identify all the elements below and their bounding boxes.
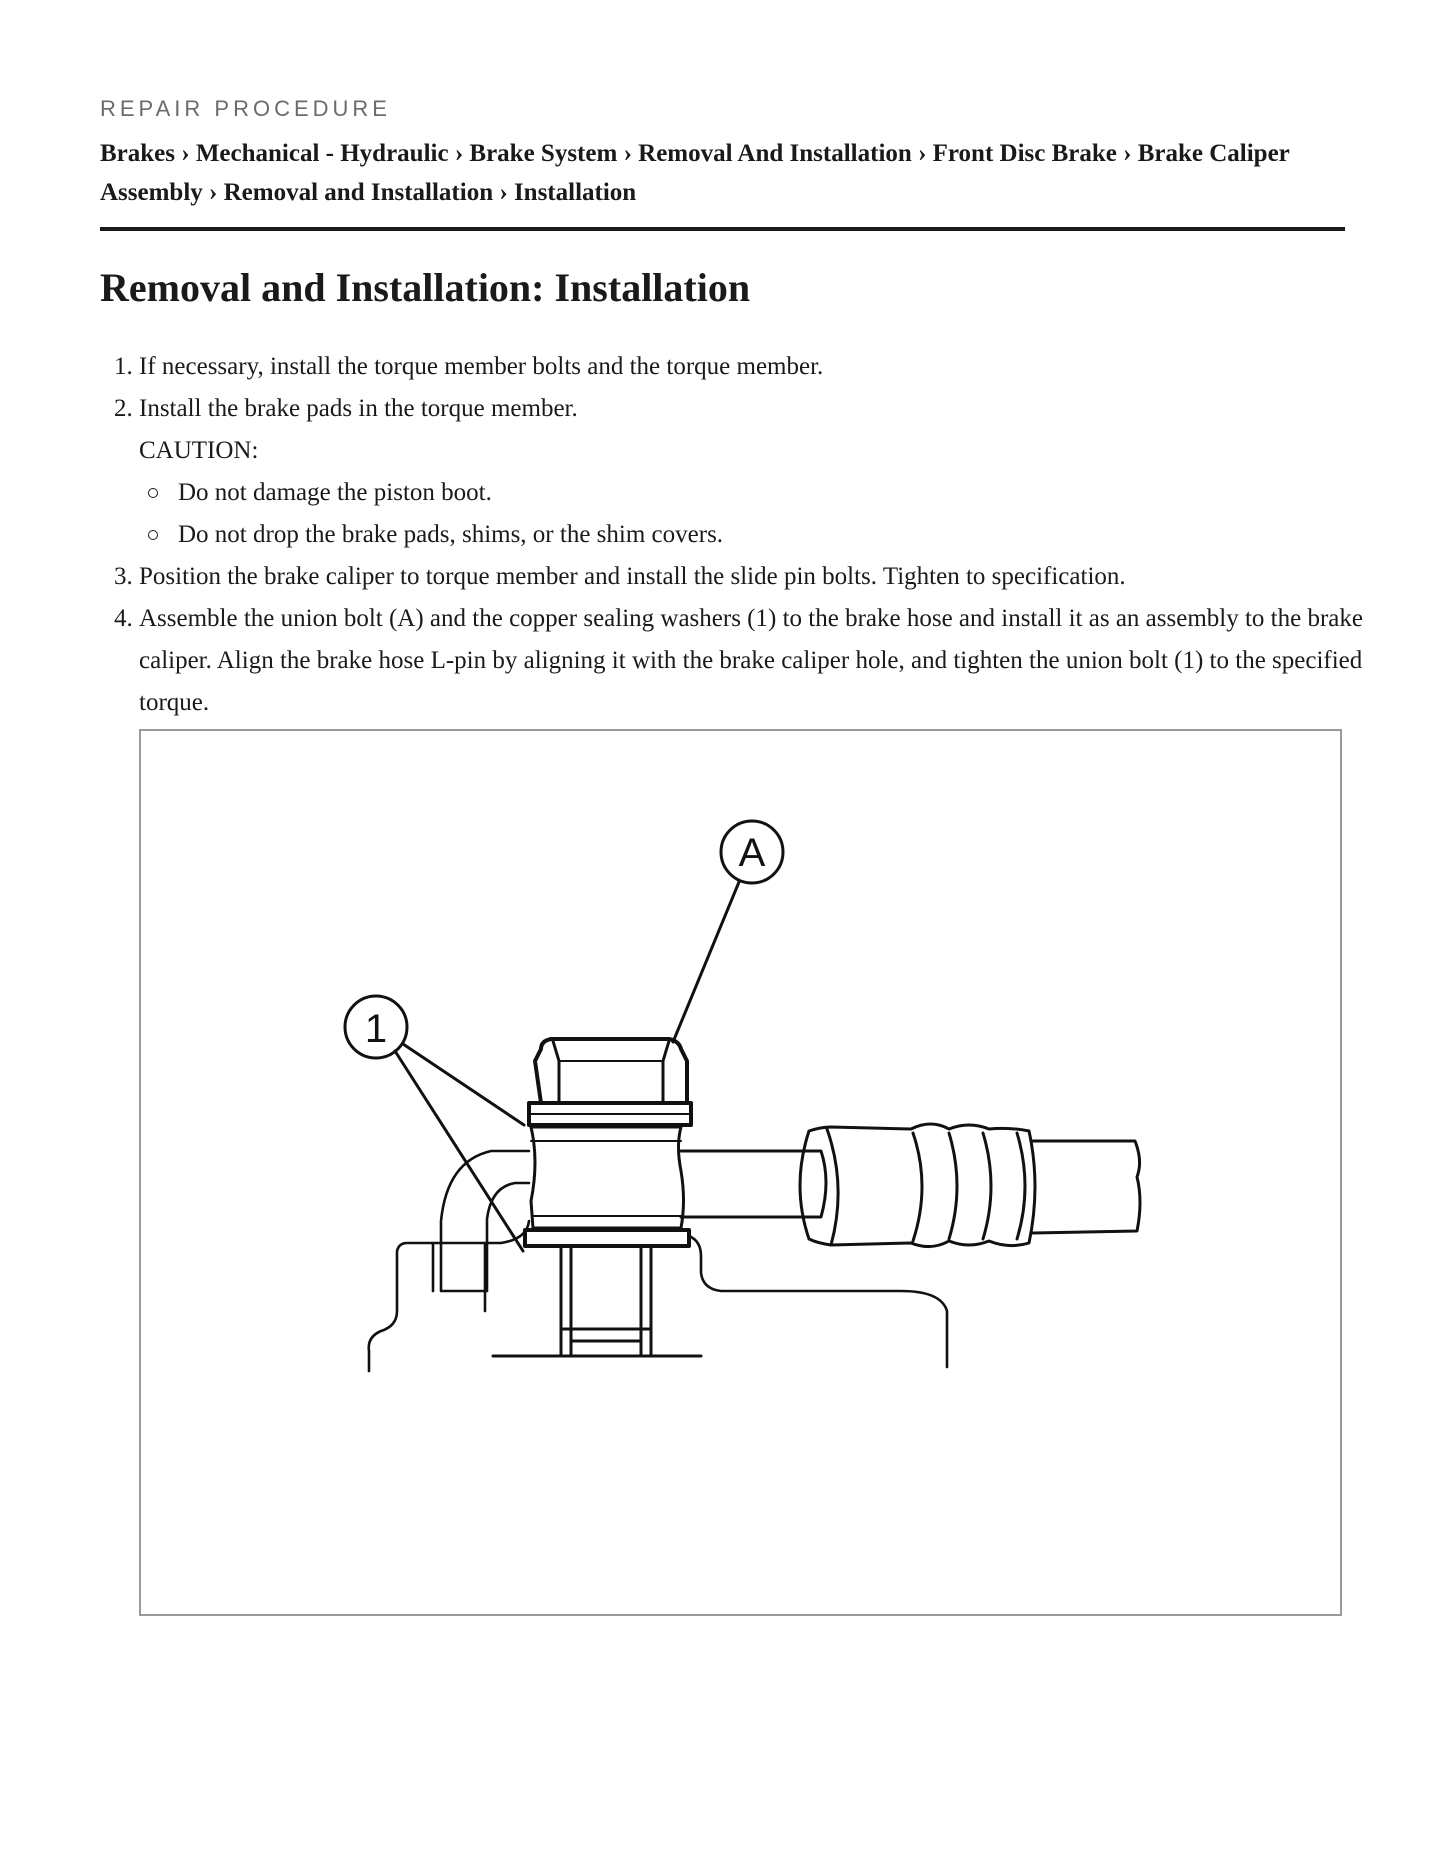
breadcrumb-separator: › — [454, 140, 470, 167]
breadcrumb-item-current: Installation — [513, 179, 637, 206]
breadcrumb-separator: › — [209, 179, 224, 206]
step-item — [139, 598, 1384, 724]
step-text: Assemble the union bolt (A) and the copper sealing washers (1) to the brake hose and install it as an assembly to the brake caliper. Align the brake hose L-pin by aligning it with the brake caliper hole, and tighten the union bolt (1) to the specified torque. — [139, 605, 1363, 716]
caution-item: Do not damage the piston boot. — [178, 472, 1384, 514]
caliper-body-outline — [369, 1151, 947, 1371]
breadcrumb-item[interactable]: Brakes — [100, 140, 175, 167]
callout-a-leader — [673, 882, 739, 1042]
header-divider — [100, 227, 1345, 231]
breadcrumb-item[interactable]: Front Disc Brake — [932, 140, 1117, 167]
breadcrumb-separator: › — [499, 179, 514, 206]
caution-item: Do not drop the brake pads, shims, or the shim covers. — [178, 514, 1384, 556]
breadcrumb-separator: › — [918, 140, 933, 167]
section-eyebrow: REPAIR PROCEDURE — [100, 96, 391, 121]
caution-list — [139, 472, 1384, 556]
caution-label: CAUTION: — [139, 437, 259, 464]
upper-copper-washer — [529, 1103, 691, 1125]
page-title: Removal and Installation: Installation — [100, 265, 751, 310]
callout-1-leader-top — [403, 1044, 524, 1125]
breadcrumb-item[interactable]: Brake Caliper Assembly — [100, 140, 1290, 206]
lower-copper-washer — [525, 1230, 689, 1246]
step-item — [139, 388, 1384, 556]
callout-1-label: 1 — [364, 1007, 388, 1051]
union-bolt-shank — [561, 1248, 651, 1355]
procedure-steps — [100, 346, 1384, 724]
breadcrumb-separator: › — [623, 140, 639, 167]
breadcrumb-item[interactable]: Mechanical - Hydraulic — [195, 140, 449, 167]
breadcrumb-separator: › — [181, 140, 196, 167]
union-eye-body — [531, 1127, 684, 1228]
breadcrumb-item[interactable]: Brake System — [469, 140, 618, 167]
breadcrumb-item[interactable]: Removal And Installation — [638, 140, 912, 167]
breadcrumb-separator: › — [1123, 140, 1138, 167]
step-text: Position the brake caliper to torque member and install the slide pin bolts. Tighten to specification. — [139, 563, 1126, 590]
callout-a-label: A — [738, 831, 766, 875]
step-item — [139, 346, 1384, 388]
union-bolt-illustration — [139, 729, 1342, 1616]
union-bolt-head — [535, 1039, 687, 1103]
brake-hose-pipe — [681, 1124, 1140, 1247]
step-text: Install the brake pads in the torque member. — [139, 395, 578, 422]
step-text: If necessary, install the torque member bolts and the torque member. — [139, 353, 824, 380]
union-bolt-drawing — [141, 731, 1340, 1614]
step-item — [139, 556, 1384, 598]
breadcrumb-item[interactable]: Removal and Installation — [223, 179, 494, 206]
breadcrumb — [100, 134, 1345, 212]
